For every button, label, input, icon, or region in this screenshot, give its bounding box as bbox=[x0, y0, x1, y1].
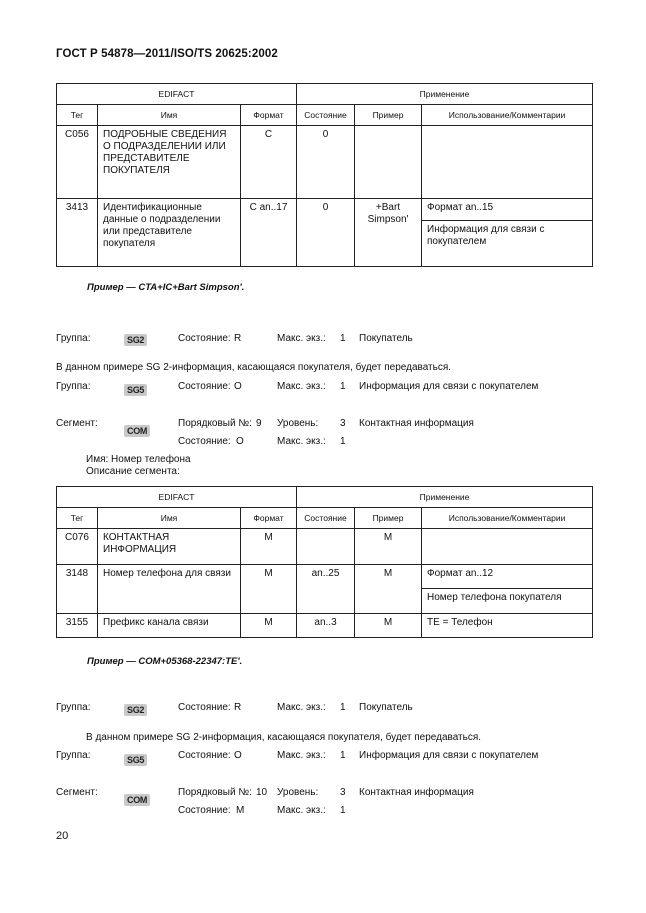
tag-header: Тег bbox=[57, 105, 98, 126]
cell-tag: C056 bbox=[57, 126, 98, 199]
table-row bbox=[57, 565, 593, 589]
max-value: 1 bbox=[340, 381, 346, 392]
level-label: Уровень: bbox=[277, 418, 319, 429]
max-label: Макс. экз.: bbox=[277, 805, 326, 816]
group-label: Группа: bbox=[56, 381, 91, 392]
cell-name: ПОДРОБНЫЕ СВЕДЕНИЯ О ПОДРАЗДЕЛЕНИИ ИЛИ ПРЕДСТАВИТЕЛЕ ПОКУПАТЕЛЯ bbox=[98, 126, 241, 199]
position-value: 9 bbox=[256, 418, 262, 429]
example-line-2: Пример — COM+05368-22347:TE'. bbox=[87, 656, 243, 667]
max-value: 1 bbox=[340, 750, 346, 761]
status-value: O bbox=[234, 381, 242, 392]
table-row bbox=[57, 529, 593, 565]
segment-group-code: SG5 bbox=[124, 384, 147, 396]
cell-format: C bbox=[241, 126, 297, 199]
cell-status: an..25 bbox=[297, 565, 355, 614]
table-row bbox=[57, 199, 593, 221]
cell-format: C an..17 bbox=[241, 199, 297, 267]
usage-header: Применение bbox=[297, 487, 593, 508]
group-label: Группа: bbox=[56, 333, 91, 344]
group-description: Покупатель bbox=[359, 702, 413, 713]
max-value: 1 bbox=[340, 805, 346, 816]
example-header: Пример bbox=[355, 105, 422, 126]
status-header: Состояние bbox=[297, 508, 355, 529]
status-label: Состояние: bbox=[178, 333, 231, 344]
status-label: Состояние: bbox=[178, 805, 231, 816]
cell-name: Номер телефона для связи bbox=[98, 565, 241, 614]
max-label: Макс. экз.: bbox=[277, 702, 326, 713]
group-description: Покупатель bbox=[359, 333, 413, 344]
max-value: 1 bbox=[340, 333, 346, 344]
status-label: Состояние: bbox=[178, 381, 231, 392]
max-label: Макс. экз.: bbox=[277, 436, 326, 447]
segment-group-code: SG2 bbox=[124, 704, 147, 716]
cell-tag: C076 bbox=[57, 529, 98, 565]
cell-comment: Формат an..15 bbox=[422, 199, 593, 221]
cell-example: M bbox=[355, 614, 422, 638]
name-header: Имя bbox=[98, 105, 241, 126]
status-value: O bbox=[234, 750, 242, 761]
status-value: R bbox=[234, 333, 242, 344]
cell-format: M bbox=[241, 565, 297, 614]
note-text: В данном примере SG 2-информация, касающаяся покупателя, будет передаваться. bbox=[86, 732, 482, 743]
status-header: Состояние bbox=[297, 105, 355, 126]
cell-tag: 3413 bbox=[57, 199, 98, 267]
usage-header: Применение bbox=[297, 84, 593, 105]
position-value: 10 bbox=[256, 787, 268, 798]
segment-code: COM bbox=[124, 425, 150, 437]
segment-group-code: SG2 bbox=[124, 334, 147, 346]
max-label: Макс. экз.: bbox=[277, 333, 326, 344]
cell-example: M bbox=[355, 529, 422, 565]
cell-comment bbox=[422, 126, 593, 199]
group-description: Информация для связи с покупателем bbox=[359, 750, 539, 761]
cell-name: Префикс канала связи bbox=[98, 614, 241, 638]
position-label: Порядковый №: bbox=[178, 418, 252, 429]
tag-header: Тег bbox=[57, 508, 98, 529]
status-label: Состояние: bbox=[178, 702, 231, 713]
edifact-header: EDIFACT bbox=[57, 487, 297, 508]
comments-header: Использование/Комментарии bbox=[422, 508, 593, 529]
status-label: Состояние: bbox=[178, 436, 231, 447]
segment-code: COM bbox=[124, 794, 150, 806]
max-value: 1 bbox=[340, 702, 346, 713]
segment-label: Сегмент: bbox=[56, 418, 98, 429]
level-label: Уровень: bbox=[277, 787, 319, 798]
table-row bbox=[57, 614, 593, 638]
group-label: Группа: bbox=[56, 750, 91, 761]
segment-name-line: Имя: Номер телефона bbox=[86, 454, 191, 465]
segment-description: Контактная информация bbox=[359, 787, 474, 798]
max-label: Макс. экз.: bbox=[277, 750, 326, 761]
group-label: Группа: bbox=[56, 702, 91, 713]
level-value: 3 bbox=[340, 418, 346, 429]
cell-comment bbox=[422, 529, 593, 565]
comments-header: Использование/Комментарии bbox=[422, 105, 593, 126]
status-value: O bbox=[236, 436, 244, 447]
status-value: M bbox=[236, 805, 245, 816]
group-description: Информация для связи с покупателем bbox=[359, 381, 539, 392]
position-label: Порядковый №: bbox=[178, 787, 252, 798]
segment-group-code: SG5 bbox=[124, 754, 147, 766]
note-text: В данном примере SG 2-информация, касающаяся покупателя, будет передаваться. bbox=[56, 362, 452, 373]
status-value: R bbox=[234, 702, 242, 713]
cell-name: КОНТАКТНАЯ ИНФОРМАЦИЯ bbox=[98, 529, 241, 565]
page-number: 20 bbox=[56, 830, 69, 842]
cell-tag: 3155 bbox=[57, 614, 98, 638]
segment-label: Сегмент: bbox=[56, 787, 98, 798]
status-label: Состояние: bbox=[178, 750, 231, 761]
segment-description-line: Описание сегмента: bbox=[86, 466, 180, 477]
cell-comment: Информация для связи с покупателем bbox=[422, 221, 593, 267]
level-value: 3 bbox=[340, 787, 346, 798]
max-label: Макс. экз.: bbox=[277, 381, 326, 392]
cell-tag: 3148 bbox=[57, 565, 98, 614]
max-value: 1 bbox=[340, 436, 346, 447]
cell-example bbox=[355, 126, 422, 199]
example-header: Пример bbox=[355, 508, 422, 529]
format-header: Формат bbox=[241, 105, 297, 126]
cell-name: Идентификационные данные о подразделении или представителе покупателя bbox=[98, 199, 241, 267]
format-header: Формат bbox=[241, 508, 297, 529]
edifact-table-2 bbox=[56, 486, 593, 638]
cell-example: +Bart Simpson' bbox=[355, 199, 422, 267]
cell-comment: Формат an..12 bbox=[422, 565, 593, 589]
cell-comment: Номер телефона покупателя bbox=[422, 589, 593, 614]
cell-status bbox=[297, 529, 355, 565]
cell-status: 0 bbox=[297, 126, 355, 199]
segment-description: Контактная информация bbox=[359, 418, 474, 429]
cell-comment: TE = Телефон bbox=[422, 614, 593, 638]
table-row bbox=[57, 126, 593, 199]
document-header: ГОСТ Р 54878—2011/ISO/TS 20625:2002 bbox=[56, 48, 278, 60]
name-header: Имя bbox=[98, 508, 241, 529]
cell-format: M bbox=[241, 529, 297, 565]
edifact-table-1 bbox=[56, 83, 593, 267]
cell-status: an..3 bbox=[297, 614, 355, 638]
edifact-header: EDIFACT bbox=[57, 84, 297, 105]
example-line-1: Пример — CTA+IC+Bart Simpson'. bbox=[87, 282, 245, 293]
cell-format: M bbox=[241, 614, 297, 638]
cell-status: 0 bbox=[297, 199, 355, 267]
cell-example: M bbox=[355, 565, 422, 614]
